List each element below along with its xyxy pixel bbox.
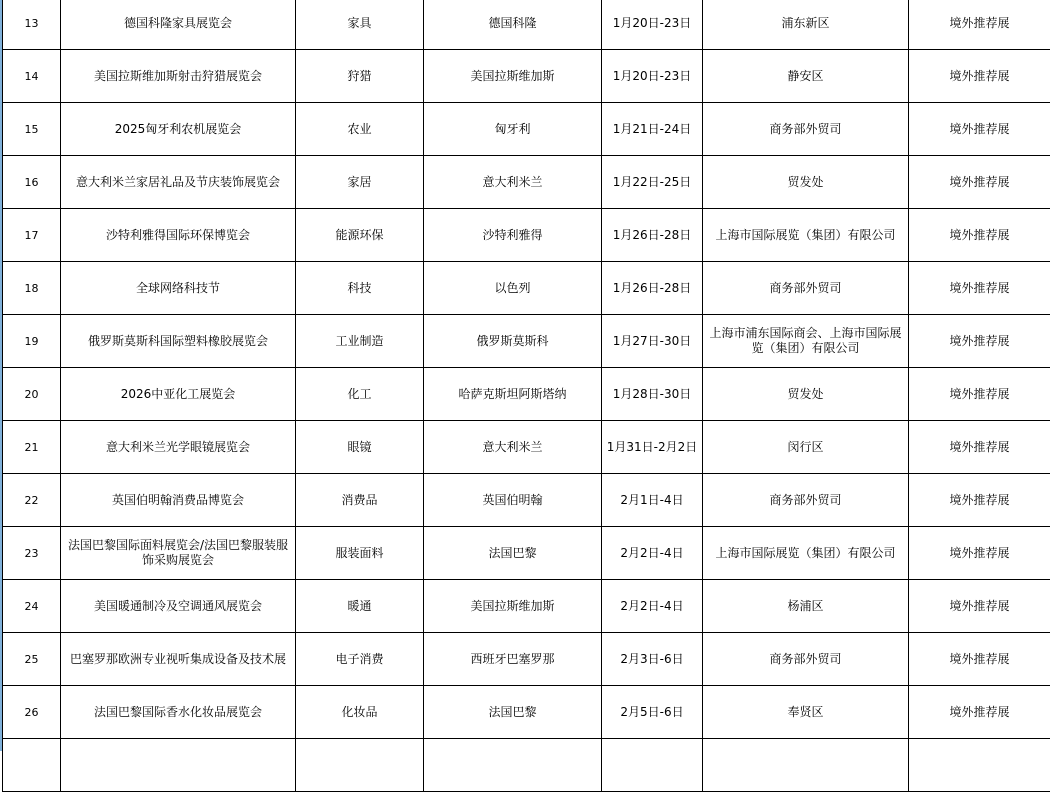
cell-category[interactable]: 消费品 <box>296 474 424 527</box>
cell-exhibition-name[interactable]: 意大利米兰家居礼品及节庆装饰展览会 <box>61 156 296 209</box>
cell-date[interactable]: 1月20日-23日 <box>602 50 703 103</box>
cell-organizer[interactable]: 杨浦区 <box>703 580 909 633</box>
cell-category[interactable]: 电子消费 <box>296 633 424 686</box>
cell-location[interactable]: 沙特利雅得 <box>424 209 602 262</box>
table-row <box>3 50 1050 103</box>
cell-organizer[interactable]: 商务部外贸司 <box>703 633 909 686</box>
table-row <box>3 315 1050 368</box>
cell-category[interactable]: 家具 <box>296 0 424 50</box>
cell-category[interactable]: 狩猎 <box>296 50 424 103</box>
cell-date[interactable]: 2月1日-4日 <box>602 474 703 527</box>
cell-exhibition-type[interactable]: 境外推荐展 <box>909 0 1050 50</box>
cell-exhibition-type[interactable] <box>909 739 1050 792</box>
cell-location[interactable]: 意大利米兰 <box>424 156 602 209</box>
cell-number[interactable]: 20 <box>3 368 61 421</box>
cell-number[interactable]: 25 <box>3 633 61 686</box>
table-row <box>3 368 1050 421</box>
cell-location[interactable]: 法国巴黎 <box>424 527 602 580</box>
table-row <box>3 527 1050 580</box>
cell-date[interactable]: 2月3日-6日 <box>602 633 703 686</box>
cell-category[interactable]: 农业 <box>296 103 424 156</box>
cell-number[interactable]: 26 <box>3 686 61 739</box>
cell-number[interactable]: 14 <box>3 50 61 103</box>
cell-location[interactable]: 意大利米兰 <box>424 421 602 474</box>
cell-exhibition-name[interactable]: 2025匈牙利农机展览会 <box>61 103 296 156</box>
cell-organizer[interactable]: 上海市国际展览（集团）有限公司 <box>703 209 909 262</box>
cell-exhibition-type[interactable]: 境外推荐展 <box>909 50 1050 103</box>
cell-category[interactable]: 眼镜 <box>296 421 424 474</box>
cell-date[interactable]: 2月2日-4日 <box>602 527 703 580</box>
cell-exhibition-type[interactable]: 境外推荐展 <box>909 527 1050 580</box>
cell-location[interactable]: 哈萨克斯坦阿斯塔纳 <box>424 368 602 421</box>
table-row <box>3 209 1050 262</box>
cell-number[interactable]: 24 <box>3 580 61 633</box>
cell-exhibition-type[interactable]: 境外推荐展 <box>909 209 1050 262</box>
cell-exhibition-type[interactable]: 境外推荐展 <box>909 421 1050 474</box>
table-row <box>3 633 1050 686</box>
cell-organizer[interactable]: 商务部外贸司 <box>703 262 909 315</box>
cell-organizer[interactable]: 商务部外贸司 <box>703 474 909 527</box>
cell-number[interactable]: 17 <box>3 209 61 262</box>
cell-location[interactable]: 匈牙利 <box>424 103 602 156</box>
table-row <box>3 474 1050 527</box>
cell-category[interactable]: 科技 <box>296 262 424 315</box>
cell-number[interactable]: 23 <box>3 527 61 580</box>
table-row <box>3 739 1050 792</box>
cell-number[interactable]: 15 <box>3 103 61 156</box>
cell-date[interactable]: 2月5日-6日 <box>602 686 703 739</box>
table-row <box>3 580 1050 633</box>
cell-exhibition-name[interactable]: 美国拉斯维加斯射击狩猎展览会 <box>61 50 296 103</box>
cell-date[interactable]: 1月22日-25日 <box>602 156 703 209</box>
cell-organizer[interactable]: 贸发处 <box>703 368 909 421</box>
cell-location[interactable]: 美国拉斯维加斯 <box>424 580 602 633</box>
cell-category[interactable]: 暖通 <box>296 580 424 633</box>
cell-number[interactable]: 21 <box>3 421 61 474</box>
cell-organizer[interactable]: 上海市浦东国际商会、上海市国际展览（集团）有限公司 <box>703 315 909 368</box>
cell-exhibition-name[interactable]: 俄罗斯莫斯科国际塑料橡胶展览会 <box>61 315 296 368</box>
cell-date[interactable]: 1月31日-2月2日 <box>602 421 703 474</box>
cell-exhibition-type[interactable]: 境外推荐展 <box>909 633 1050 686</box>
exhibition-table <box>2 0 1050 792</box>
cell-location[interactable]: 西班牙巴塞罗那 <box>424 633 602 686</box>
cell-organizer[interactable]: 上海市国际展览（集团）有限公司 <box>703 527 909 580</box>
table-row <box>3 103 1050 156</box>
table-row <box>3 262 1050 315</box>
cell-exhibition-type[interactable]: 境外推荐展 <box>909 315 1050 368</box>
cell-number[interactable]: 13 <box>3 0 61 50</box>
cell-exhibition-name[interactable] <box>61 739 296 792</box>
cell-location[interactable]: 英国伯明翰 <box>424 474 602 527</box>
cell-exhibition-name[interactable]: 德国科隆家具展览会 <box>61 0 296 50</box>
cell-exhibition-type[interactable]: 境外推荐展 <box>909 368 1050 421</box>
cell-category[interactable] <box>296 739 424 792</box>
cell-exhibition-name[interactable]: 全球网络科技节 <box>61 262 296 315</box>
cell-exhibition-name[interactable]: 意大利米兰光学眼镜展览会 <box>61 421 296 474</box>
cell-exhibition-name[interactable]: 巴塞罗那欧洲专业视听集成设备及技术展 <box>61 633 296 686</box>
table-row <box>3 0 1050 50</box>
cell-exhibition-name[interactable]: 英国伯明翰消费品博览会 <box>61 474 296 527</box>
cell-number[interactable]: 16 <box>3 156 61 209</box>
cell-location[interactable] <box>424 739 602 792</box>
table-row <box>3 156 1050 209</box>
cell-date[interactable]: 1月27日-30日 <box>602 315 703 368</box>
cell-category[interactable]: 家居 <box>296 156 424 209</box>
cell-date[interactable]: 1月26日-28日 <box>602 209 703 262</box>
cell-category[interactable]: 服装面料 <box>296 527 424 580</box>
cell-exhibition-name[interactable]: 法国巴黎国际香水化妆品展览会 <box>61 686 296 739</box>
cell-location[interactable]: 德国科隆 <box>424 0 602 50</box>
cell-exhibition-name[interactable]: 2026中亚化工展览会 <box>61 368 296 421</box>
cell-category[interactable]: 能源环保 <box>296 209 424 262</box>
cell-exhibition-name[interactable]: 沙特利雅得国际环保博览会 <box>61 209 296 262</box>
cell-location[interactable]: 俄罗斯莫斯科 <box>424 315 602 368</box>
cell-number[interactable]: 22 <box>3 474 61 527</box>
cell-date[interactable]: 1月21日-24日 <box>602 103 703 156</box>
cell-number[interactable] <box>3 739 61 792</box>
cell-exhibition-name[interactable]: 法国巴黎国际面料展览会/法国巴黎服装服饰采购展览会 <box>61 527 296 580</box>
cell-exhibition-type[interactable]: 境外推荐展 <box>909 262 1050 315</box>
cell-category[interactable]: 化工 <box>296 368 424 421</box>
table-row <box>3 686 1050 739</box>
cell-exhibition-type[interactable]: 境外推荐展 <box>909 156 1050 209</box>
cell-location[interactable]: 以色列 <box>424 262 602 315</box>
cell-organizer[interactable]: 贸发处 <box>703 156 909 209</box>
cell-date[interactable]: 2月2日-4日 <box>602 580 703 633</box>
cell-number[interactable]: 18 <box>3 262 61 315</box>
cell-organizer[interactable]: 静安区 <box>703 50 909 103</box>
cell-category[interactable]: 化妆品 <box>296 686 424 739</box>
table-body <box>3 0 1050 792</box>
cell-location[interactable]: 美国拉斯维加斯 <box>424 50 602 103</box>
cell-location[interactable]: 法国巴黎 <box>424 686 602 739</box>
cell-exhibition-name[interactable]: 美国暖通制冷及空调通风展览会 <box>61 580 296 633</box>
cell-exhibition-type[interactable]: 境外推荐展 <box>909 474 1050 527</box>
cell-date[interactable]: 1月28日-30日 <box>602 368 703 421</box>
cell-organizer[interactable]: 商务部外贸司 <box>703 103 909 156</box>
cell-organizer[interactable] <box>703 739 909 792</box>
cell-date[interactable]: 1月20日-23日 <box>602 0 703 50</box>
table-row <box>3 421 1050 474</box>
cell-organizer[interactable]: 闵行区 <box>703 421 909 474</box>
cell-category[interactable]: 工业制造 <box>296 315 424 368</box>
cell-exhibition-type[interactable]: 境外推荐展 <box>909 103 1050 156</box>
cell-organizer[interactable]: 奉贤区 <box>703 686 909 739</box>
cell-date[interactable]: 1月26日-28日 <box>602 262 703 315</box>
cell-date[interactable] <box>602 739 703 792</box>
cell-exhibition-type[interactable]: 境外推荐展 <box>909 580 1050 633</box>
cell-number[interactable]: 19 <box>3 315 61 368</box>
cell-organizer[interactable]: 浦东新区 <box>703 0 909 50</box>
cell-exhibition-type[interactable]: 境外推荐展 <box>909 686 1050 739</box>
